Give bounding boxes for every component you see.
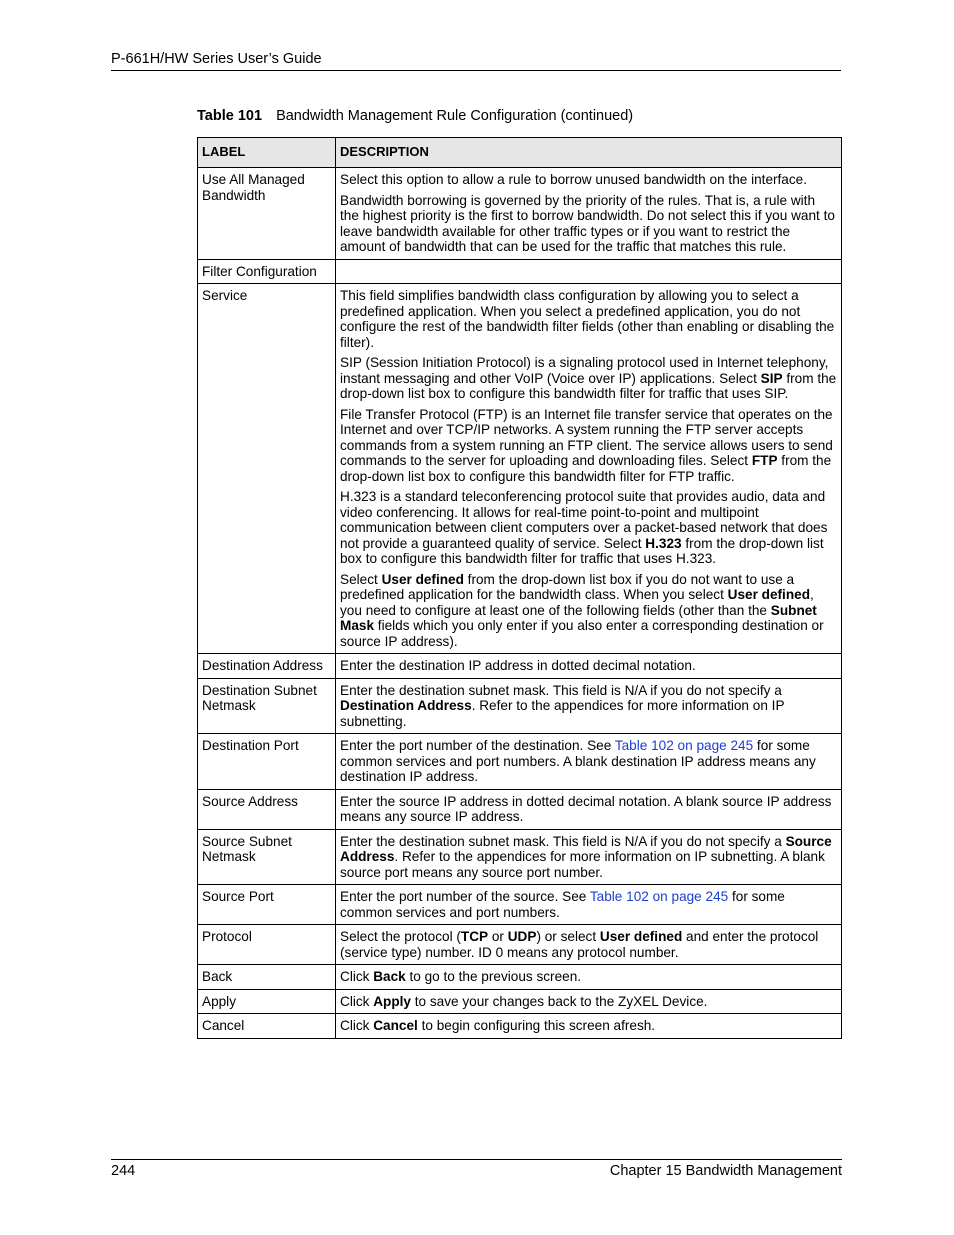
text-run: This field simplifies bandwidth class configuration by allowing you to select a predefined application. When you select a predefined application, you do not configure the rest of the bandwidth filter fields (other than enabling or disabling the filter). [340,288,835,350]
table-row [198,1014,842,1039]
row-description [336,734,842,790]
bold-term: H.323 [645,535,682,551]
text-run: File Transfer Protocol (FTP) is an Internet file transfer service that operates on the Internet and over TCP/IP networks. A system running the FTP server accepts commands from a system running an FTP client. The service allows users to send commands to the server for uploading and downloading files. Select [340,406,833,468]
description-paragraph [340,355,837,402]
row-description [336,259,842,284]
guide-title: P-661H/HW Series User’s Guide [111,51,322,67]
row-label: Destination Address [198,654,336,679]
description-paragraph [340,407,837,485]
row-label: Protocol [198,925,336,965]
text-run: Select the protocol ( [340,929,461,944]
row-label: Source Address [198,789,336,829]
row-description [336,284,842,654]
bold-term: SIP [760,370,783,386]
table-row [198,168,842,260]
table-row [198,965,842,990]
text-run: H.323 is a standard teleconferencing protocol suite that provides audio, data and video conferencing. It allows for real-time point-to-point and multipoint communication between client computers over a packet-based network that does not provide a guaranteed quality of service. Select [340,489,828,551]
text-run: SIP (Session Initiation Protocol) is a signaling protocol used in Internet telephony, instant messaging and other VoIP (Voice over IP) applications. Select [340,355,829,386]
bold-term: User defined [381,571,464,587]
table-row [198,829,842,885]
text-run: Enter the port number of the source. See [340,889,590,904]
row-description [336,989,842,1014]
bold-term: Back [373,969,406,984]
table-header-row [198,138,842,168]
column-header-description: DESCRIPTION [336,138,842,168]
description-paragraph [340,489,837,567]
text-run: Enter the source IP address in dotted decimal notation. A blank source IP address means any source IP address. [340,793,832,824]
table-row [198,654,842,679]
table-title: Bandwidth Management Rule Configuration (continued) [276,108,634,124]
bold-term: TCP [460,929,489,944]
chapter-title: Chapter 15 Bandwidth Management [609,1163,842,1179]
text-run: and enter the protocol (service type) number. ID 0 means any protocol number. [340,929,819,960]
row-description [336,678,842,734]
text-run: Click [340,969,374,984]
row-description [336,965,842,990]
text-run: to go to the previous screen. [405,969,582,984]
description-paragraph [340,1018,837,1034]
row-label: Destination Port [198,734,336,790]
row-label: Cancel [198,1014,336,1039]
text-run: to begin configuring this screen afresh. [417,1018,656,1033]
table-row [198,885,842,925]
bold-term: Destination Address [340,698,472,713]
description-paragraph [340,794,837,825]
description-paragraph [340,572,837,650]
table-row [198,989,842,1014]
table-row [198,284,842,654]
text-run: Bandwidth borrowing is governed by the priority of the rules. That is, a rule with the highest priority is the first to borrow bandwidth. Do not select this if you want to leave bandwidth available for other traffic types or if you want to restrict the amount of bandwidth that can be used for the traffic that matches this rule. [340,192,835,254]
bold-term: UDP [507,929,537,944]
description-paragraph [340,969,837,985]
row-label: Destination Subnet Netmask [198,678,336,734]
text-run: from the drop-down list box to configure this bandwidth filter for traffic that uses H.323. [340,535,824,566]
table-number: Table 101 [197,108,263,124]
row-description [336,168,842,260]
description-paragraph [340,193,837,255]
text-run: ) or select [536,929,600,944]
text-run: , you need to configure at least one of the following fields (other than the [340,587,814,618]
column-header-label: LABEL [198,138,336,168]
cross-reference-link[interactable]: Table 102 on page 245 [614,738,754,753]
page-number: 244 [111,1163,136,1179]
text-run: Select this option to allow a rule to borrow unused bandwidth on the interface. [340,172,808,187]
table-row [198,789,842,829]
table-row [198,734,842,790]
row-description [336,654,842,679]
cross-reference-link[interactable]: Table 102 on page 245 [589,889,729,904]
row-description [336,789,842,829]
row-description [336,925,842,965]
rule-configuration-table [197,137,842,1039]
row-description [336,885,842,925]
row-label: Service [198,284,336,654]
text-run: Enter the port number of the destination. See [340,738,615,753]
text-run: or [488,929,508,944]
text-run: for some common services and port numbers. A blank destination IP address means any destination IP address. [340,738,816,784]
bold-term: Source Address [340,833,832,864]
description-paragraph [340,738,837,785]
row-label: Use All Managed Bandwidth [198,168,336,260]
text-run: Click [340,1018,374,1033]
description-paragraph [340,288,837,350]
description-paragraph [340,658,837,674]
row-label: Apply [198,989,336,1014]
description-paragraph [340,834,837,881]
bold-term: FTP [751,453,778,468]
table-body [198,168,842,1039]
description-paragraph [340,172,837,188]
text-run: Enter the destination subnet mask. This field is N/A if you do not specify a [340,682,782,698]
text-run: Enter the destination IP address in dotted decimal notation. [340,658,696,673]
table-row [198,259,842,284]
table-row [198,925,842,965]
description-paragraph [340,929,837,960]
text-run: Select [340,571,382,587]
text-run: from the drop-down list box to configure this bandwidth filter for traffic that uses SIP. [340,370,837,401]
text-run: from the drop-down list box to configure this bandwidth filter for FTP traffic. [340,453,832,484]
row-description [336,829,842,885]
text-run: to save your changes back to the ZyXEL Device. [411,993,708,1009]
text-run: Click [340,993,374,1009]
text-run: . Refer to the appendices for more information on IP subnetting. [340,698,785,729]
bold-term: User defined [727,587,810,602]
table-row [198,678,842,734]
row-description [336,1014,842,1039]
row-label: Filter Configuration [198,259,336,284]
bold-term: User defined [599,929,683,944]
text-run: fields which you only enter if you also enter a corresponding destination or source IP address). [340,618,824,649]
text-run: for some common services and port numbers. [340,889,785,920]
text-run: Enter the destination subnet mask. This field is N/A if you do not specify a [340,833,786,849]
row-label: Source Port [198,885,336,925]
bold-term: Subnet Mask [340,602,817,633]
description-paragraph [340,889,837,920]
text-run: from the drop-down list box if you do not want to use a predefined application for the bandwidth class. When you select [340,571,795,602]
page-footer [111,1159,842,1179]
description-paragraph [340,683,837,730]
bold-term: Apply [373,993,411,1009]
row-label: Source Subnet Netmask [198,829,336,885]
description-paragraph [340,994,837,1010]
bold-term: Cancel [373,1018,418,1033]
row-label: Back [198,965,336,990]
text-run: . Refer to the appendices for more information on IP subnetting. A blank source port means any source port number. [340,849,825,880]
table-caption [197,108,633,124]
page-header [111,51,841,71]
